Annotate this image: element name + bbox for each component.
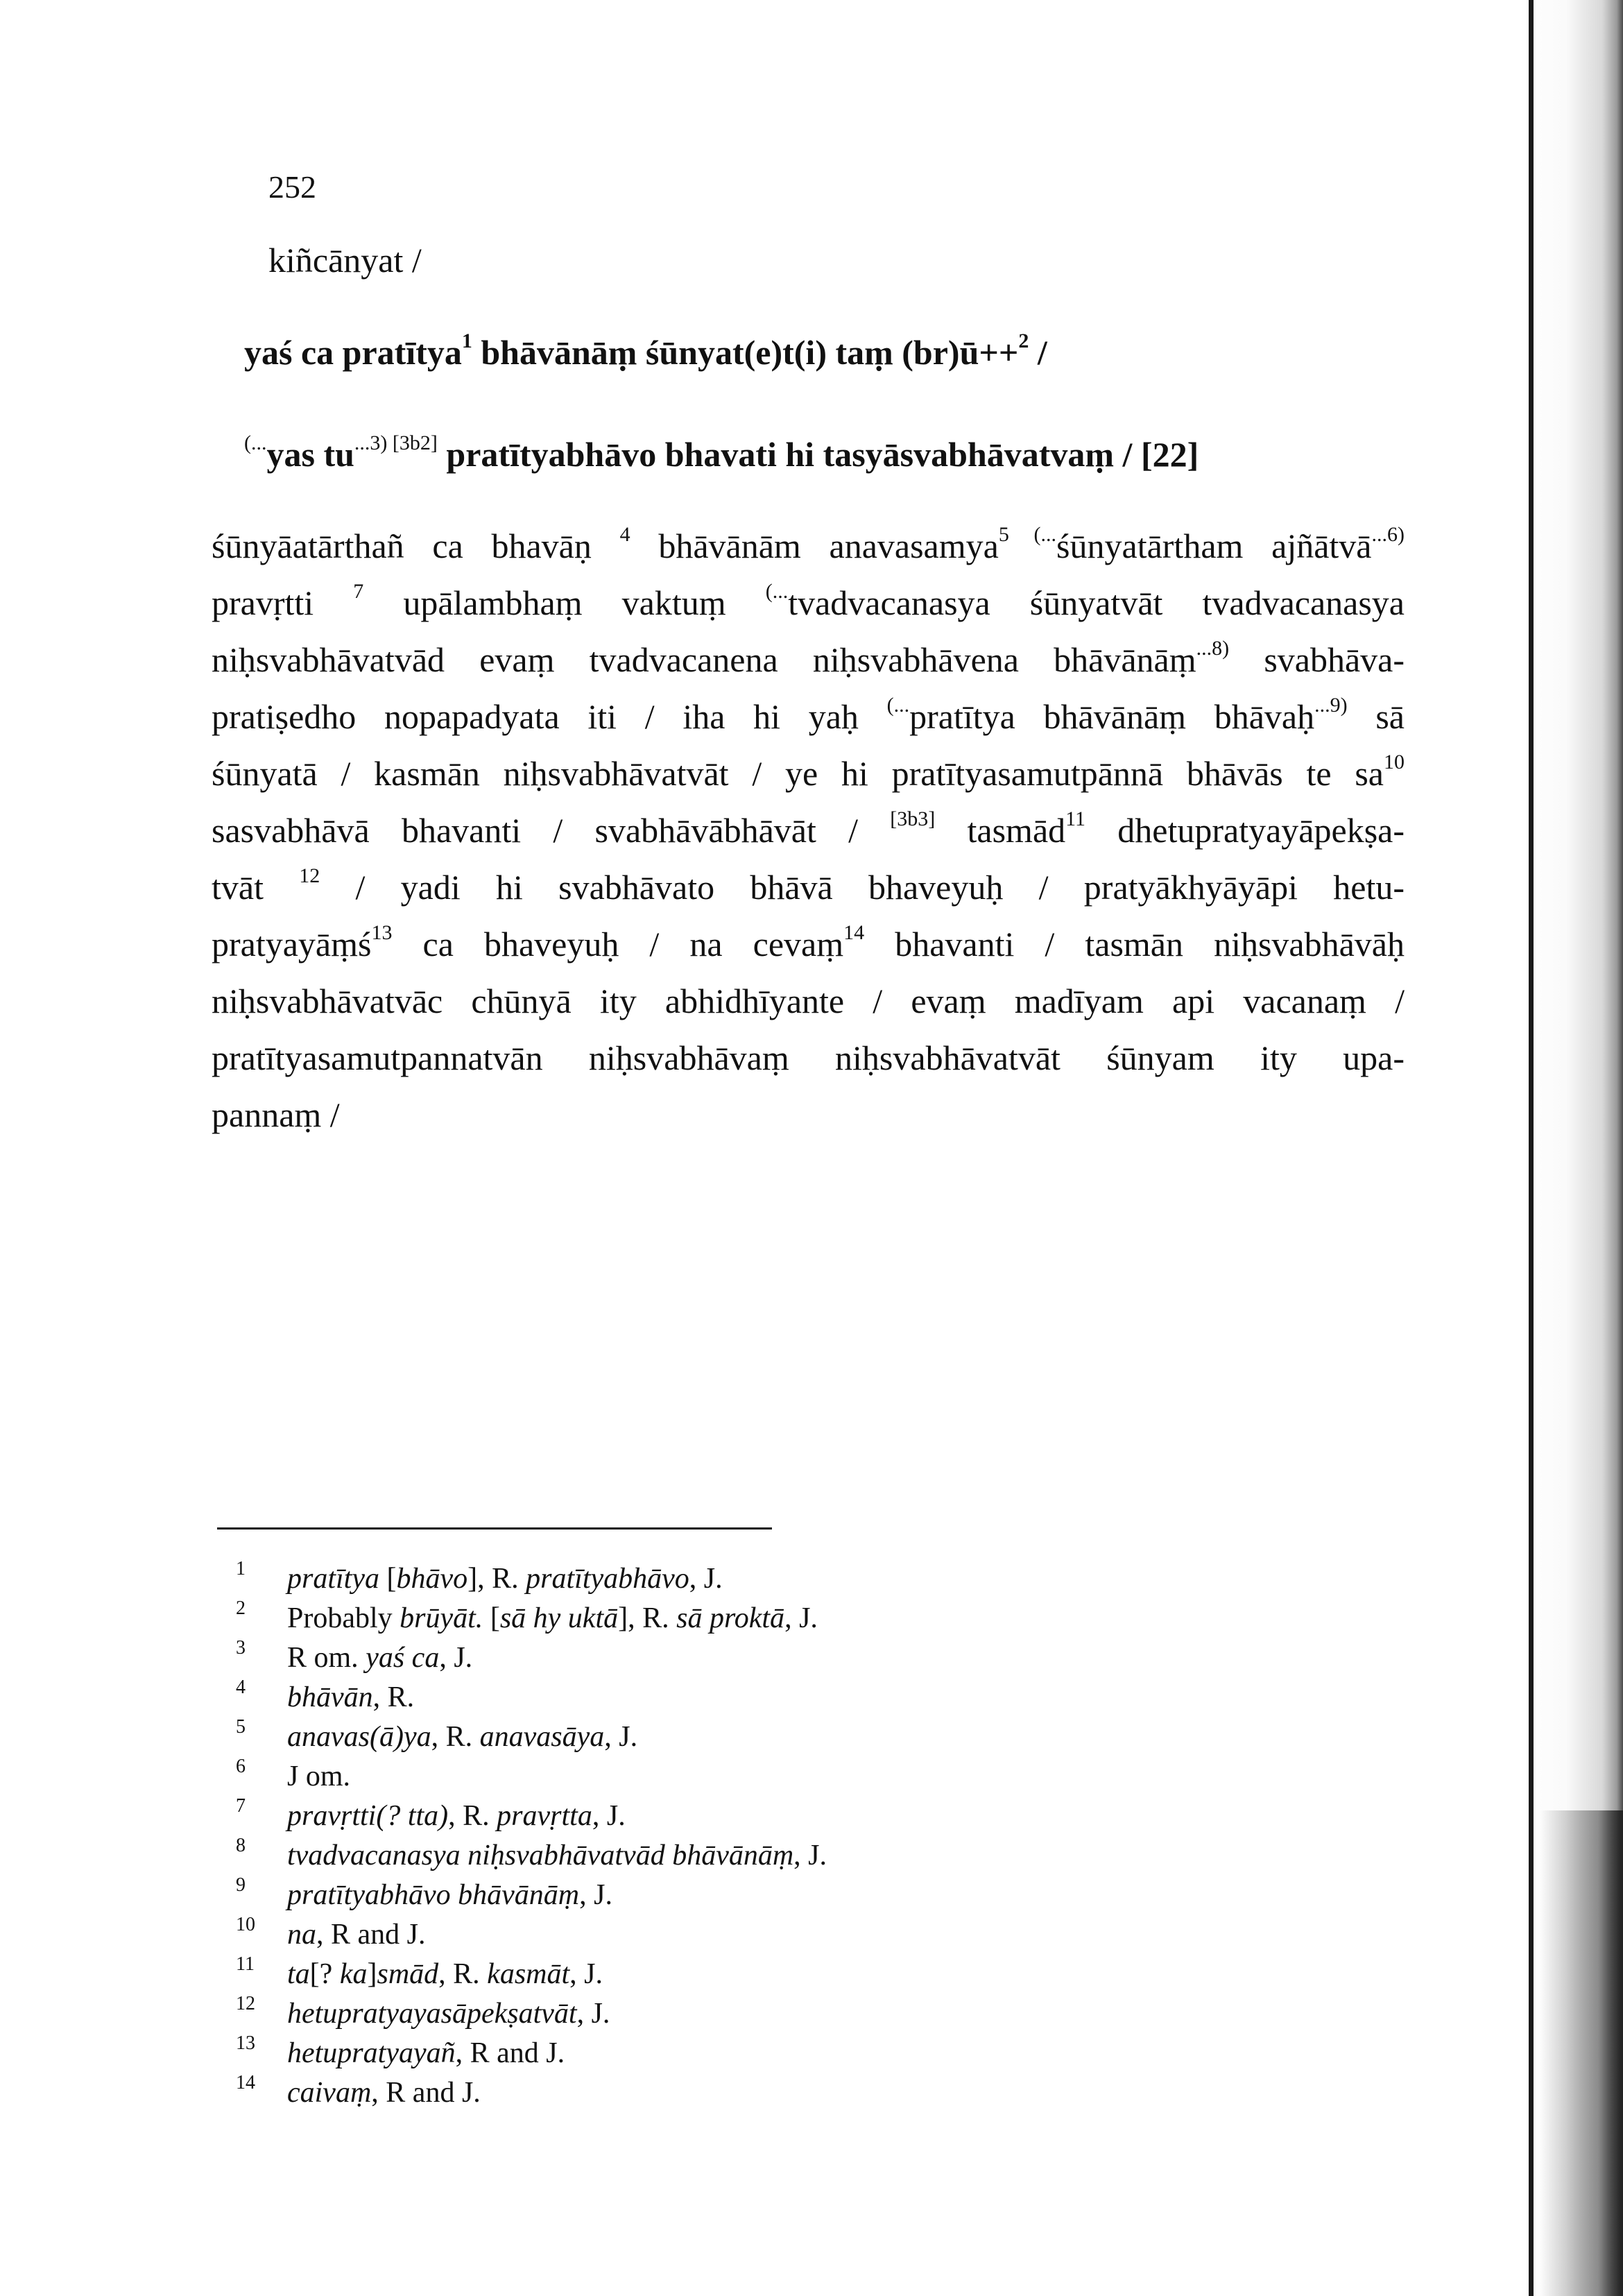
footnote-text: bhāvān, R.: [287, 1681, 415, 1713]
footnote-text: hetupratyayasāpekṣatvāt, J.: [287, 1998, 610, 2030]
footnote-text: na, R and J.: [287, 1919, 426, 1951]
footnote-ref[interactable]: ...8): [1196, 637, 1230, 660]
footnote-number: 10: [236, 1914, 255, 1935]
footnote-number: 11: [236, 1953, 255, 1975]
footnote-number: 12: [236, 1993, 255, 2014]
verse-line-1: yaś ca pratītya$^1$ bhāvānāṃ śūnyat(e)t(i) taṃ (br)ū++$^2$ /: [244, 329, 1047, 372]
footnote-ref[interactable]: 10: [1384, 751, 1405, 773]
commentary-line-10: pratītyasamutpannatvān niḥsvabhāvaṃ niḥsvabhāvatvāt śūnyam ity upa-: [212, 1038, 1405, 1077]
footnote-number: 8: [236, 1835, 246, 1856]
footnote-ref[interactable]: 11: [1065, 807, 1086, 830]
footnote-text: pratītyabhāvo bhāvānāṃ, J.: [287, 1879, 612, 1911]
footnote-number: 3: [236, 1637, 246, 1659]
commentary-line-3: niḥsvabhāvatvād evaṃ tvadvacanena niḥsvabhāvena bhāvānāṃ$^{...8)}$ svabhāva-: [212, 637, 1405, 679]
footnote-text: hetupratyayañ, R and J.: [287, 2037, 565, 2069]
verse-line-2: (...yas $tu^{...3) [3b2]}$ pratītyabhāvo bhavati hi tasyāsvabhāvatvaṃ / [22]: [244, 431, 1199, 474]
commentary-line-4: pratiṣedho nopapadyata iti / iha hi yaḥ (...pratītya bhāvānāṃ bhāvaḥ$^{...9)}$ sā: [212, 694, 1405, 736]
commentary-line-11: pannaṃ /: [212, 1095, 340, 1134]
footnote-number: 5: [236, 1716, 246, 1738]
footnote-ref[interactable]: 1: [461, 329, 472, 352]
footnote-number: 4: [236, 1677, 246, 1698]
footnote-number: 13: [236, 2032, 255, 2054]
page-edge-rule: [1529, 0, 1534, 2296]
footnote-number: 2: [236, 1597, 246, 1619]
footnote-ref[interactable]: ...9): [1314, 694, 1348, 717]
commentary-line-9: niḥsvabhāvatvāc chūnyā ity abhidhīyante / evaṃ madīyam api vacanaṃ /: [212, 982, 1405, 1020]
footnote-ref[interactable]: (...: [886, 694, 910, 717]
footnote-text: R om. yaś ca, J.: [287, 1642, 473, 1674]
footnote-text: caivaṃ, R and J.: [287, 2077, 481, 2109]
opening-line: kiñcānyat /: [268, 241, 422, 280]
footnote-number: 9: [236, 1874, 246, 1896]
commentary-line-1: śūnyāatārthañ ca bhavāṇ $^4$ bhāvānām anavasamya$^{5 (...}$śūnyatārtham ajñātvā$^{...6)}$: [212, 523, 1405, 565]
footnote-ref[interactable]: 7: [353, 580, 364, 603]
footnote-ref[interactable]: 2: [1018, 329, 1029, 352]
footnote-divider: [217, 1527, 772, 1530]
footnote-text: Probably brūyāt. [sā hy uktā], R. sā proktā, J.: [287, 1602, 818, 1634]
footnote-text: pratītya [bhāvo], R. pratītyabhāvo, J.: [287, 1563, 723, 1595]
footnote-ref[interactable]: 5 (...: [998, 523, 1057, 546]
footnote-text: anavas(ā)ya, R. anavasāya, J.: [287, 1721, 638, 1753]
footnote-ref[interactable]: ...6): [1371, 523, 1405, 546]
footnote-ref[interactable]: 4: [619, 523, 630, 546]
commentary-line-2: pravṛtti $^7$ upālambhaṃ vaktuṃ (...tvadvacanasya śūnyatvāt tvadvacanasya: [212, 580, 1405, 622]
commentary-line-8: pratyayāṃś$^{13}$ ca bhaveyuḥ / na cevaṃ$^{14}$ bhavanti / tasmān niḥsvabhāvāḥ: [212, 921, 1405, 963]
footnote-text: pravṛtti(? tta), R. pravṛtta, J.: [287, 1800, 626, 1832]
footnote-number: 14: [236, 2072, 255, 2093]
footnote-text: tvadvacanasya niḥsvabhāvatvād bhāvānāṃ, J.: [287, 1840, 827, 1871]
commentary-line-6: sasvabhāvā bhavanti / svabhāvābhāvāt / [3b3] tasmād$^{11}$ dhetupratyayāpekṣa-: [212, 807, 1405, 850]
folio-marker: [3b3]: [890, 807, 936, 830]
footnote-ref[interactable]: 13: [371, 921, 393, 944]
footnote-text: J om.: [287, 1760, 351, 1792]
footnote-ref[interactable]: 14: [843, 921, 865, 944]
commentary-line-5: śūnyatā / kasmān niḥsvabhāvatvāt / ye hi pratītyasamutpānnā bhāvās te $sa^{10}$: [212, 751, 1405, 793]
commentary-line-7: tvāt $^{12}$ / yadi hi svabhāvato bhāvā bhaveyuḥ / pratyākhyāyāpi hetu-: [212, 864, 1405, 907]
footnote-ref[interactable]: (...: [765, 580, 789, 603]
footnote-number: 7: [236, 1795, 246, 1817]
footnote-number: 6: [236, 1756, 246, 1777]
page-number: 252: [268, 169, 316, 205]
footnote-number: 1: [236, 1558, 246, 1579]
footnote-text: ta[? ka]smād, R. kasmāt, J.: [287, 1958, 603, 1990]
footnote-ref[interactable]: 12: [299, 864, 320, 887]
page-edge-shadow: [1540, 1810, 1623, 2296]
